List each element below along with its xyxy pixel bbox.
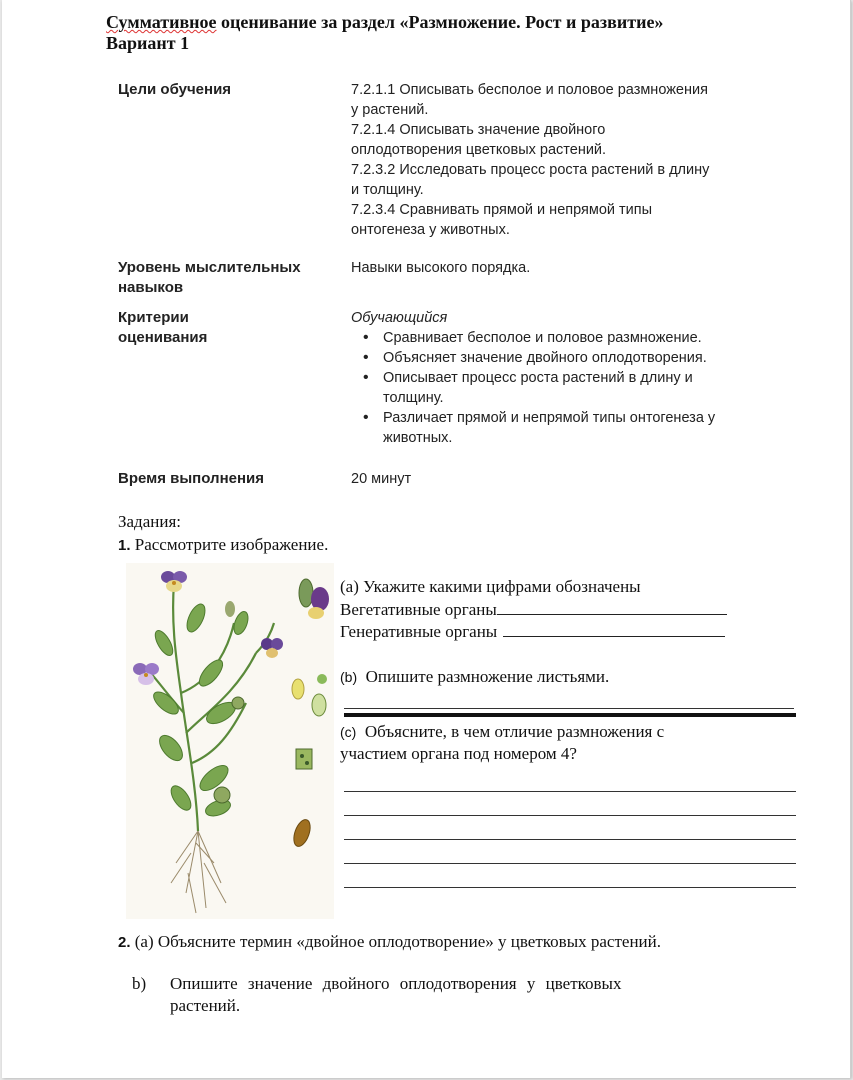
objective-line: у растений. [351, 102, 429, 118]
question-1a [340, 576, 641, 598]
question-text: Опишите размножение листьями. [365, 667, 610, 686]
answer-line[interactable] [344, 708, 794, 709]
title-spellcheck-word: Суммативное [106, 12, 217, 32]
criteria-item [351, 368, 791, 408]
thinking-label-line: Уровень мыслительных [118, 259, 301, 276]
time-label: Время выполнения [118, 470, 265, 487]
criteria-item [351, 408, 791, 448]
vegetative-organs-row [340, 598, 727, 621]
time-value: 20 минут [351, 471, 412, 487]
question-text: (a) Объясните термин «двойное оплодотворение» у цветковых растений. [130, 932, 661, 951]
objective-line: 7.2.3.4 Сравнивать прямой и непрямой типы [351, 202, 653, 218]
thinking-label-line: навыков [118, 279, 184, 296]
tasks-heading: Задания: [118, 512, 181, 531]
answer-line[interactable] [344, 791, 796, 792]
objective-line: 7.2.3.2 Исследовать процесс роста растений в длину [351, 162, 710, 178]
generative-organs-row [340, 620, 725, 643]
answer-line[interactable] [344, 887, 796, 888]
question-number: 2. [118, 934, 131, 951]
objective-line: и толщину. [351, 182, 424, 198]
plant-illustration [126, 563, 334, 919]
objective-line: оплодотворения цветковых растений. [351, 142, 607, 158]
document-page [2, 0, 851, 1078]
question-2 [118, 931, 661, 954]
question-letter: (a) [340, 577, 359, 596]
question-1 [118, 534, 328, 557]
question-number: 1. [118, 537, 131, 554]
thinking-skills-value: Навыки высокого порядка. [351, 260, 531, 276]
objectives-list [351, 80, 709, 240]
question-text: Объясните, в чем отличие размножения с [364, 722, 665, 741]
variant-label: Вариант 1 [106, 33, 190, 53]
question-text: растений. [170, 996, 241, 1015]
question-text: Опишите значение двойного оплодотворения у цветковых [170, 974, 622, 993]
criteria-text: • Сравнивает бесполое и половое размножение. [383, 330, 702, 346]
question-letter: (b) [340, 669, 358, 685]
question-2b [170, 973, 710, 1017]
generative-organs-answer-line[interactable] [503, 620, 725, 637]
criteria-text: • Описывает процесс роста растений в длину и [383, 370, 693, 386]
objectives-label: Цели обучения [118, 81, 232, 98]
document-title [106, 12, 663, 54]
question-1b [340, 666, 609, 688]
objective-line: онтогенеза у животных. [351, 222, 510, 238]
criteria-label-line: оценивания [118, 329, 208, 346]
question-1c [340, 721, 664, 765]
answer-line[interactable] [344, 815, 796, 816]
question-letter: (c) [340, 724, 357, 740]
vegetative-organs-answer-line[interactable] [497, 598, 727, 615]
generative-organs-label: Генеративные органы [340, 622, 498, 641]
criteria-label [118, 308, 207, 348]
question-text: Укажите какими цифрами обозначены [358, 577, 641, 596]
criteria-text: • Объясняет значение двойного оплодотворения. [383, 350, 707, 366]
answer-line[interactable] [344, 839, 796, 840]
question-text: Рассмотрите изображение. [130, 535, 329, 554]
answer-line[interactable] [344, 863, 796, 864]
question-2b-letter: b) [132, 974, 147, 993]
criteria-item [351, 328, 791, 348]
criteria-text: толщину. [383, 390, 444, 406]
criteria-label-line: Критерии [118, 309, 189, 326]
criteria-item [351, 348, 791, 368]
criteria-list [351, 328, 791, 448]
thinking-skills-label [118, 258, 301, 298]
title-text: оценивание за раздел «Размножение. Рост и развитие» [216, 12, 664, 32]
criteria-text: животных. [383, 430, 453, 446]
question-text: участием органа под номером 4? [340, 744, 577, 763]
criteria-intro: Обучающийся [351, 310, 448, 326]
criteria-block [351, 308, 791, 448]
vegetative-organs-label: Вегетативные органы [340, 600, 497, 619]
thick-separator [344, 713, 796, 717]
objective-line: 7.2.1.4 Описывать значение двойного [351, 122, 606, 138]
criteria-text: • Различает прямой и непрямой типы онтогенеза у [383, 410, 716, 426]
objective-line: 7.2.1.1 Описывать бесполое и половое размножения [351, 82, 708, 98]
